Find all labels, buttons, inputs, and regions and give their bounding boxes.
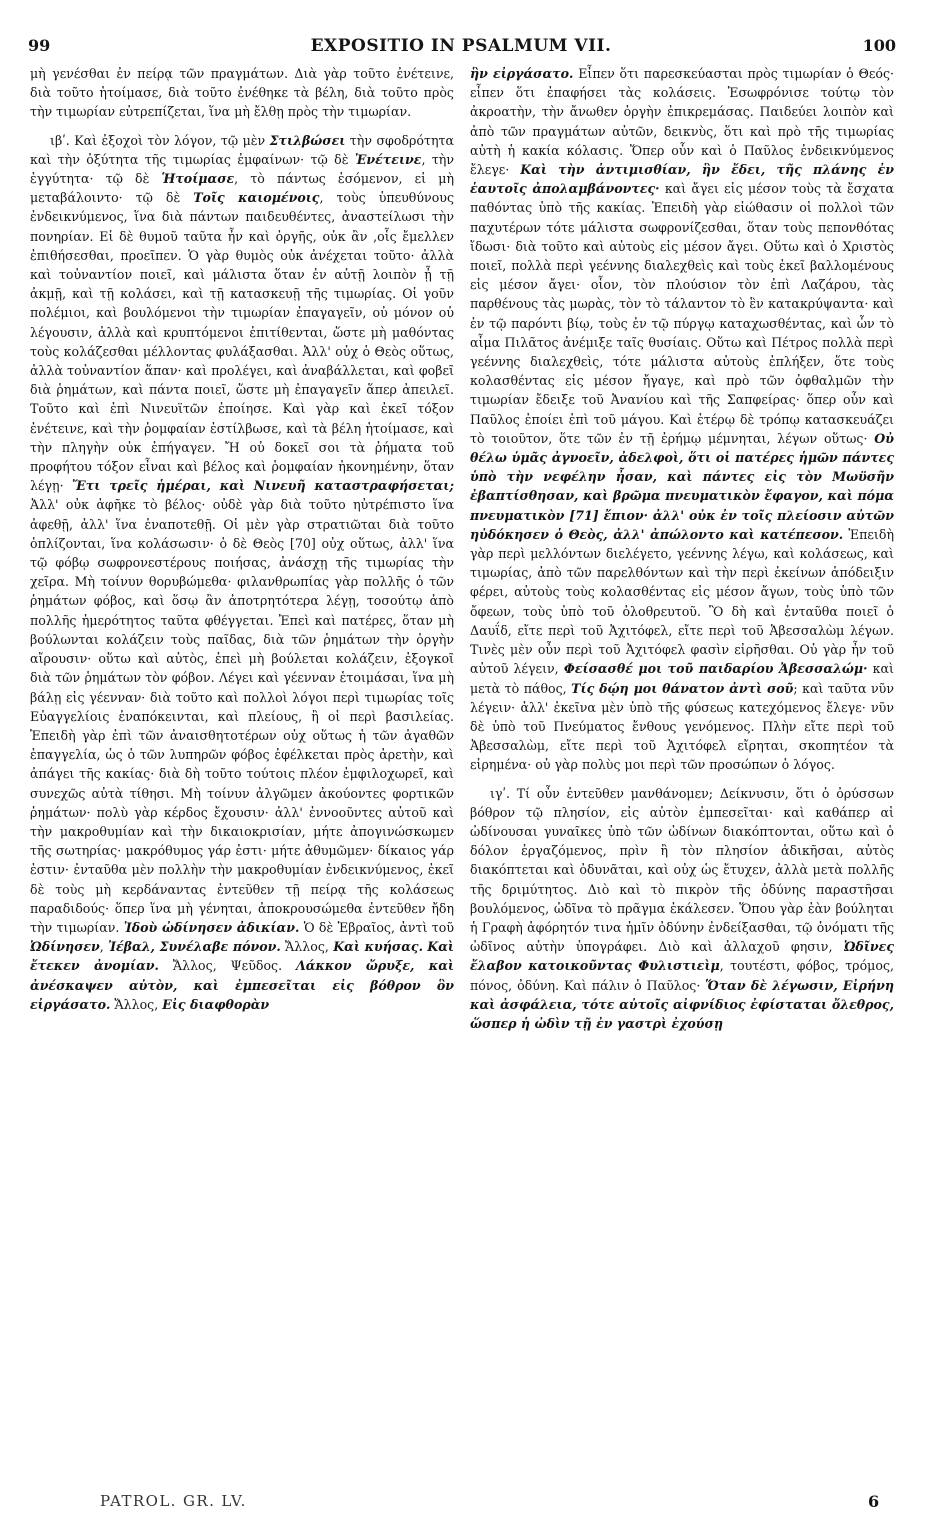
text-run: ; καὶ ταῦτα νῦν λέγειν· ἀλλ' ἐκεῖνα μὲν ὑπὸ τῆς φύσεως κατεχόμενος ἔλεγε· νῦν δὲ ὑπὸ τοῦ Πνεύματος ἔνθους γενόμενος. Πλὴν εἴτε περὶ τοῦ Ἀβεσσαλὼμ, εἴτε περὶ τοῦ Ἀχιτόφελ εἴρηται, σκοπητέον τὰ εἰρημένα· οὐ γὰρ πολὺς μοι περὶ τῶν προσώπων ὁ λόγος. <box>470 680 894 773</box>
signature-mark: 6 <box>868 1492 880 1511</box>
left-page-number: 99 <box>28 36 51 55</box>
right-column <box>470 64 894 1033</box>
text-run: Ἐπειδὴ γὰρ περὶ μελλόντων διελέγετο, γεέννης λέγω, καὶ κολάσεως, καὶ τιμωρίας, ἀπὸ τῶν παρελθόντων καὶ τὴν περὶ ἐκείνων ἀπόδειξιν φέρει, αὐτοὺς τοὺς κολασθέντας εἰς μέσον ἄγων, τοὺς ὑπὸ τῶν ὄφεων, τοὺς ὑπὸ τοῦ ὀλοθρευτοῦ. Ὃ δὴ καὶ ἐνταῦθα ποιεῖ ὁ Δαυΐδ, εἴτε περὶ τοῦ Ἀχιτόφελ, εἴτε περὶ τοῦ Ἀβεσσαλὼμ λέγων. Τινὲς μὲν οὖν περὶ τοῦ Ἀχιτόφελ φασὶν εἰρῆσθαι. Οὐ γὰρ ἦν τοῦ αὐτοῦ λέγειν, <box>470 526 894 677</box>
running-head <box>26 28 896 58</box>
scripture-quote: Καὶ ἔτεκεν ἀνομίαν. <box>30 939 454 974</box>
scripture-quote: Λάκκον ὤρυξε, καὶ ἀνέσκαψεν αὐτὸν, καὶ ἐμπεσεῖται εἰς βόθρον ὃν εἰργάσατο. <box>30 958 454 1012</box>
quoted-term: Ὠδίνησεν <box>30 939 100 955</box>
quoted-term: Τοῖς καιομένοις <box>193 190 320 206</box>
scripture-quote: ἣν εἰργάσατο. <box>470 66 574 81</box>
scripture-quote: Εἰς διαφθορὰν <box>162 996 270 1012</box>
section-number: ιγʹ. <box>490 785 510 801</box>
left-paragraph-2 <box>30 131 454 1014</box>
text-run: τὴν σφοδρότητα καὶ τὴν ὀξύτητα τῆς τιμωρίας ἐμφαίνων· τῷ δὲ <box>30 132 454 167</box>
scripture-quote: Τίς δῴη μοι θάνατον ἀντὶ σοῦ <box>571 680 794 696</box>
left-column <box>30 64 454 1014</box>
page-title: EXPOSITIO IN PSALMUM VII. <box>310 36 612 56</box>
left-paragraph-1: μὴ γενέσθαι ἐν πείρᾳ τῶν πραγμάτων. Διὰ γὰρ τοῦτο ἐνέτεινε, διὰ τοῦτο ἡτοίμασε, διὰ τοῦτο ἐνέθηκε τὰ βέλη, διὰ τοῦτο πρὸς τὴν τιμωρίαν εὐτρεπίζεται, ἵνα μὴ ἔλθῃ πρὸς τὴν τιμωρίαν. <box>30 66 454 120</box>
scripture-quote: Ἰέβαλ, Συνέλαβε πόνον. <box>108 939 281 955</box>
quoted-term: Στιλβώσει <box>269 132 346 148</box>
scripture-quote: Καὶ τὴν ἀντιμισθίαν, ἣν ἔδει, τῆς πλάνης ἐν ἑαυτοῖς ἀπολαμβάνοντες· <box>470 162 894 197</box>
quoted-term: Ἡτοίμασε <box>161 171 235 187</box>
right-paragraph-1 <box>470 64 894 775</box>
text-run: Εἶπεν ὅτι παρεσκεύασται πρὸς τιμωρίαν ὁ Θεός· εἶπεν ὅτι ἐπαφήσει τὰς κολάσεις. Ἐσωφρόνισε τούτῳ τὸν ἀκροατὴν, τὴν ἄνωθεν ὀργὴν ἐπικρεμάσας. Παιδεύει λοιπὸν καὶ ἀπὸ τῶν πραγμάτων αὐτῶν, δεικνὺς, ὅτι καὶ πρὸ τῆς τιμωρίας αὐτὴ ἡ κακία κόλασις. Ὅπερ οὖν καὶ ὁ Παῦλος ἐνδεικνύμενος ἔλεγε· <box>470 66 894 178</box>
text-run: , τὸ πάντως ἐσόμενον, εἰ μὴ μεταβάλοιντο· τῷ δὲ <box>30 171 455 206</box>
text-run: , <box>99 939 109 955</box>
footer-signature: PATROL. GR. LV. <box>100 1492 247 1510</box>
text-run: Ἀλλ' οὐκ ἀφῆκε τὸ βέλος· οὐδὲ γὰρ διὰ τοῦτο ηὐτρέπιστο ἵνα ἀφεθῇ, ἀλλ' ἵνα ἐναποτεθῇ. Οἱ μὲν γὰρ στρατιῶται διὰ τοῦτο ὁπλίζονται, ἵνα κολάσωσιν· ὁ δὲ Θεὸς [70] οὐχ οὕτως, ἀλλ' ἵνα τῷ φόβῳ σωφρονεστέρους ποιήσας, ἀνάσχῃ τῆς τιμωρίας τὴν χεῖρα. Μὴ τοίνυν θορυβώμεθα· φιλανθρωπίας γὰρ πολλῆς ὁ τῶν ῥημάτων φόβος, καὶ ὅσῳ ἂν ἀποτρητότερα λέγῃ, τοσούτῳ ἀπὸ πολλῆς ἡμερότητος ταῦτα φθέγγεται. Ἐπεὶ καὶ πατέρες, ὅταν μὴ βούλωνται κολάζειν τοὺς παῖδας, διὰ τῶν ῥημάτων τὴν ὀργὴν αἴρουσιν· οὕτω καὶ αὐτὸς, ἐπεὶ μὴ βούλεται κολάζειν, ἐξογκοῖ διὰ τῶν ῥημάτων τὸν φόβον. Λέγει καὶ γέενναν ἑτοιμάσαι, ἵνα μὴ βάλῃ εἰς γέενναν· διὰ τοῦτο καὶ πολλοὶ λόγοι περὶ τιμωρίας τοῖς Εὐαγγελίοις ἐναπόκεινται, καὶ πλείους, ἢ οἱ περὶ βασιλείας. Ἐπειδὴ γὰρ ἐπὶ τῶν ἀναισθητοτέρων οὐχ οὕτως ἡ τῶν ἀγαθῶν ἐπαγγελία, ὡς ὁ τῶν λυπηρῶν φόβος ἐφέλκεται πρὸς ἀρετὴν, καὶ ἀπάγει τῆς κακίας· διὰ δὴ τοῦτο τούτοις πλέον ἐμφιλοχωρεῖ, καὶ συνεχῶς αὐτὰ τίθησι. Μὴ τοίνυν ἀλγῶμεν ἀκούοντες φορτικῶν ῥημάτων· πολὺ γὰρ κέρδος ἔχουσιν· ἀλλ' ἐννοοῦντες αὐτοῦ καὶ τὴν μακροθυμίαν καὶ τὴν δικαιοκρισίαν, μήτε ἀπογινώσκωμεν τῆς σωτηρίας· μακρόθυμος γάρ ἐστι· μήτε ἀθυμῶμεν· δίκαιος γάρ ἐστιν· ἐνταῦθα μὲν πολλὴν τὴν μακροθυμίαν ἐνδεικνύμενος, ἐκεῖ δὲ τοὺς μὴ κερδάναντας ἐντεῦθεν τῇ πείρᾳ τῆς κολάσεως παραδιδούς· ὅπερ ἵνα μὴ γένηται, ἀποκρουσώμεθα ἐντεῦθεν ἤδη τὴν τιμωρίαν. <box>30 497 454 935</box>
scripture-quote: Ἔτι τρεῖς ἡμέραι, καὶ Νινευῆ καταστραφήσεται; <box>72 478 454 494</box>
text-run: καὶ ἄγει εἰς μέσον τοὺς τὰ ἔσχατα παθόντας ὑπὸ τῆς κακίας. Ἐπειδὴ γὰρ εἰώθασιν οἱ πολλοὶ τῶν παχυτέρων τότε μάλιστα σωφρονίζεσθαι, ὅταν τοὺς πεπονθότας ἴδωσι· διὰ τοῦτο καὶ αὐτοὺς εἰς μέσον ἄγει. Οὕτω καὶ ὁ Χριστὸς ποιεῖ, πολλὰ περὶ γεέννης διαλεχθεὶς καὶ τοὺς ἐκεῖ βαλλομένους εἰς μέσον ἄγει· οἷον, τὸν πλούσιον τὸν ἐπὶ Λαζάρου, τὰς παρθένους τὰς μωρὰς, τὸν τὸ τάλαντον τὸ ἓν κατακρύψαντα· καὶ ἐν τῷ παρόντι βίῳ, τοὺς ἐν τῷ πύργῳ καταχωσθέντας, καὶ ὧν τὸ αἷμα Πιλᾶτος ἀνέμιξε ταῖς θυσίαις. Οὕτω καὶ Πέτρος πολλὰ περὶ γεέννης διαλεχθεὶς, τότε μάλιστα αὐτοὺς ἐπλήξεν, ὅτε τοὺς κολασθέντας εἰς μέσον ἤγαγε, καὶ πρὸ τῶν ὀφθαλμῶν τὴν τιμωρίαν ἔδειξε τοῦ Ἀνανίου καὶ τῆς Σαπφείρας· ὅπερ οὖν καὶ Παῦλος ἐποίει ἐπὶ τοῦ μάγου. Καὶ ἑτέρῳ δὲ τρόπῳ κατασκευάζει τὸ τοιοῦτον, ὅτε τῶν ἐν τῇ ἐρήμῳ μέμνηται, λέγων οὕτως· <box>470 181 894 446</box>
scripture-quote: Ὅταν δὲ λέγωσιν, Εἰρήνη καὶ ἀσφάλεια, τότε αὐτοῖς αἰφνίδιος ἐφίσταται ὄλεθρος, ὥσπερ ἡ ὠδὶν τῇ ἐν γαστρὶ ἐχούσῃ <box>470 977 894 1031</box>
text-run: , τοὺς ὑπευθύνους ἐνδεικνύμενος, ἵνα διὰ πάντων παιδευθέντες, ἀναστείλωσι τὴν πονηρίαν. Εἰ δὲ θυμοῦ ταῦτα ἦν καὶ ὀργῆς, οὐκ ἂν ,οἷς ἔμελλεν ἐπιθήσεσθαι, προεῖπεν. Ὁ γὰρ θυμὸς οὐκ ἀνέχεται τοῦτο· ἀλλὰ καὶ τοὐναντίον ποιεῖ, καὶ μάλιστα ὅταν ἐν αὐτῇ λοιπὸν ᾖ τῇ ἀκμῇ, καὶ τῇ κολάσει, καὶ τῇ κατασκευῇ τῆς τιμωρίας. Οἱ γοῦν πολέμιοι, καὶ βουλόμενοι τὴν τιμωρίαν ἐπαγαγεῖν, οὐ μόνον οὐ λέγουσιν, ἀλλὰ καὶ κρυπτόμενοι ἐπιτίθενται, ὥστε μὴ μαθόντας τοὺς κολάζεσθαι μέλλοντας φυλάξασθαι. Ἀλλ' οὐχ ὁ Θεὸς οὕτως, ἀλλὰ τοὐναντίον ἅπαν· καὶ προλέγει, καὶ ἀναβάλλεται, καὶ φοβεῖ διὰ ῥημάτων, καὶ πάντα ποιεῖ, ὥστε μὴ ἐπαγαγεῖν ἅπερ ἀπειλεῖ. Τοῦτο καὶ ἐπὶ Νινευϊτῶν ἐποίησε. Καὶ γὰρ καὶ ἐκεῖ τόξον ἐνέτεινε, καὶ τὴν ῥομφαίαν ἐστίλβωσε, καὶ τὰ βέλη ἡτοίμασε, καὶ τὴν πληγὴν οὐκ ἐπήγαγεν. Ἤ οὐ δοκεῖ σοι τὰ ῥήματα τοῦ προφήτου τόξον εἶναι καὶ βέλος καὶ ῥομφαίαν ἠκονημένην, ὅταν λέγῃ· <box>30 190 454 494</box>
text-run: Ἄλλος, <box>280 939 334 955</box>
scripture-quote: Φείσασθέ μοι τοῦ παιδαρίου Ἀβεσσαλώμ· <box>563 661 868 677</box>
text-run: , τουτέστι, φόβος, τρόμος, πόνος, ὀδύνη. Καὶ πάλιν ὁ Παῦλος· <box>470 958 894 993</box>
right-paragraph-2 <box>470 784 894 1034</box>
text-run: Καὶ ἐξοχοὶ τὸν λόγον, τῷ μὲν <box>69 132 270 148</box>
scripture-quote: Οὐ θέλω ὑμᾶς ἀγνοεῖν, ἀδελφοὶ, ὅτι οἱ πατέρες ἡμῶν πάντες ὑπὸ τὴν νεφέλην ἦσαν, καὶ πάντες εἰς τὸν Μωϋσῆν ἐβαπτίσθησαν, καὶ βρῶμα πνευματικὸν ἔφαγον, καὶ πόμα πνευματικὸν [71] ἔπιον· ἀλλ' οὐκ ἐν τοῖς πλείοσιν αὐτῶν ηὐδόκησεν ὁ Θεὸς, ἀλλ' ἀπώλοντο καὶ κατέπεσον. <box>470 430 894 542</box>
text-run: Ἄλλος, Ψεῦδος. <box>158 958 297 974</box>
text-run: , τὴν ἐγγύτητα· τῷ δὲ <box>30 151 454 187</box>
text-run: καὶ μετὰ τὸ πάθος, <box>470 661 894 696</box>
quoted-term: Ἐνέτεινε <box>354 151 422 167</box>
right-page-number: 100 <box>862 36 896 55</box>
section-number: ιβʹ. <box>50 132 70 148</box>
text-run: Ὁ δὲ Ἑβραῖος, ἀντὶ τοῦ <box>299 919 454 935</box>
text-run: Ἄλλος, <box>110 996 163 1012</box>
scripture-quote: Ἰδοὺ ὠδίνησεν ἀδικίαν. <box>123 919 300 935</box>
scripture-quote: Καὶ κυήσας. <box>333 939 423 955</box>
scripture-quote: Ὠδῖνες ἔλαβον κατοικοῦντας Φυλιστιεὶμ <box>470 939 894 974</box>
text-run: Τί οὖν ἐντεῦθεν μανθάνομεν; Δείκνυσιν, ὅτι ὁ ὀρύσσων βόθρον τῷ πλησίον, εἰς αὐτὸν ἐμπεσεῖται· καὶ καθάπερ αἱ ὠδίνουσαι γυναῖκες ὑπὸ τῶν ὠδίνων διακόπτονται, οὕτω καὶ ὁ δόλον ἐργαζόμενος, πρὶν ἢ τὸν πλησίον ἀδικῆσαι, αὐτὸς διακόπτεται καὶ ὀδυνᾶται, καὶ οὐχ ὡς ἔτυχεν, ἀλλὰ μετὰ πολλῆς τῆς δριμύτητος. Διὸ καὶ τὸ πικρὸν τῆς ὀδύνης παραστῆσαι βουλόμενος, ὠδῖνα τὸ πρᾶγμα ἐκάλεσεν. Ὅπου γὰρ ἐὰν βούληται ἡ Γραφὴ ἀφόρητόν τινα ἡμῖν ὀδύνην ἐνδείξασθαι, τῷ ὀνόματι τῆς ὠδῖνος αὐτὴν ὑπογράφει. Διὸ καὶ ἀλλαχοῦ φησιν, <box>470 785 894 955</box>
